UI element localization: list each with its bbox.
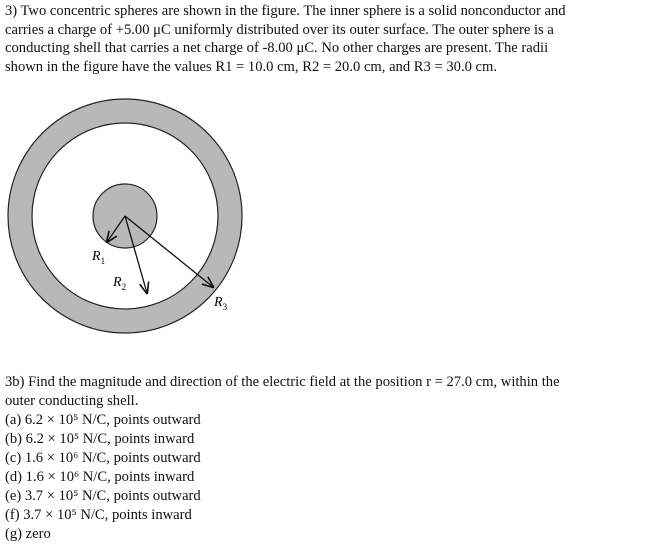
problem-line: conducting shell that carries a net charge of -8.00 μC. No other charges are present. The radii — [5, 40, 549, 56]
choice-g[interactable]: (g) zero — [5, 526, 51, 542]
choice-e[interactable]: (e) 3.7 × 10⁵ N/C, points outward — [5, 488, 201, 504]
problem-line: shown in the figure have the values R1 = 10.0 cm, R2 = 20.0 cm, and R3 = 30.0 cm. — [5, 58, 498, 75]
choice-c[interactable]: (c) 1.6 × 10⁶ N/C, points outward — [5, 450, 201, 466]
answer-choices — [5, 411, 201, 544]
problem-line: 3) Two concentric spheres are shown in the figure. The inner sphere is a solid nonconductor and — [5, 3, 566, 19]
problem-line: carries a charge of +5.00 μC uniformly distributed over its outer surface. The outer sphere is a — [5, 21, 554, 38]
question-line: outer conducting shell. — [5, 392, 139, 409]
question-statement — [5, 373, 643, 410]
question-line: 3b) Find the magnitude and direction of the electric field at the position r = 27.0 cm, within the — [5, 374, 560, 390]
choice-b[interactable]: (b) 6.2 × 10⁵ N/C, points inward — [5, 431, 195, 447]
r3-label: $R_3$ — [214, 295, 228, 312]
choice-a[interactable]: (a) 6.2 × 10⁵ N/C, points outward — [5, 412, 201, 428]
choice-d[interactable]: (d) 1.6 × 10⁶ N/C, points inward — [5, 469, 195, 485]
r1-label: $R_1$ — [92, 249, 106, 266]
r2-label: $R_2$ — [113, 275, 127, 292]
choice-f[interactable]: (f) 3.7 × 10⁵ N/C, points inward — [5, 507, 192, 523]
